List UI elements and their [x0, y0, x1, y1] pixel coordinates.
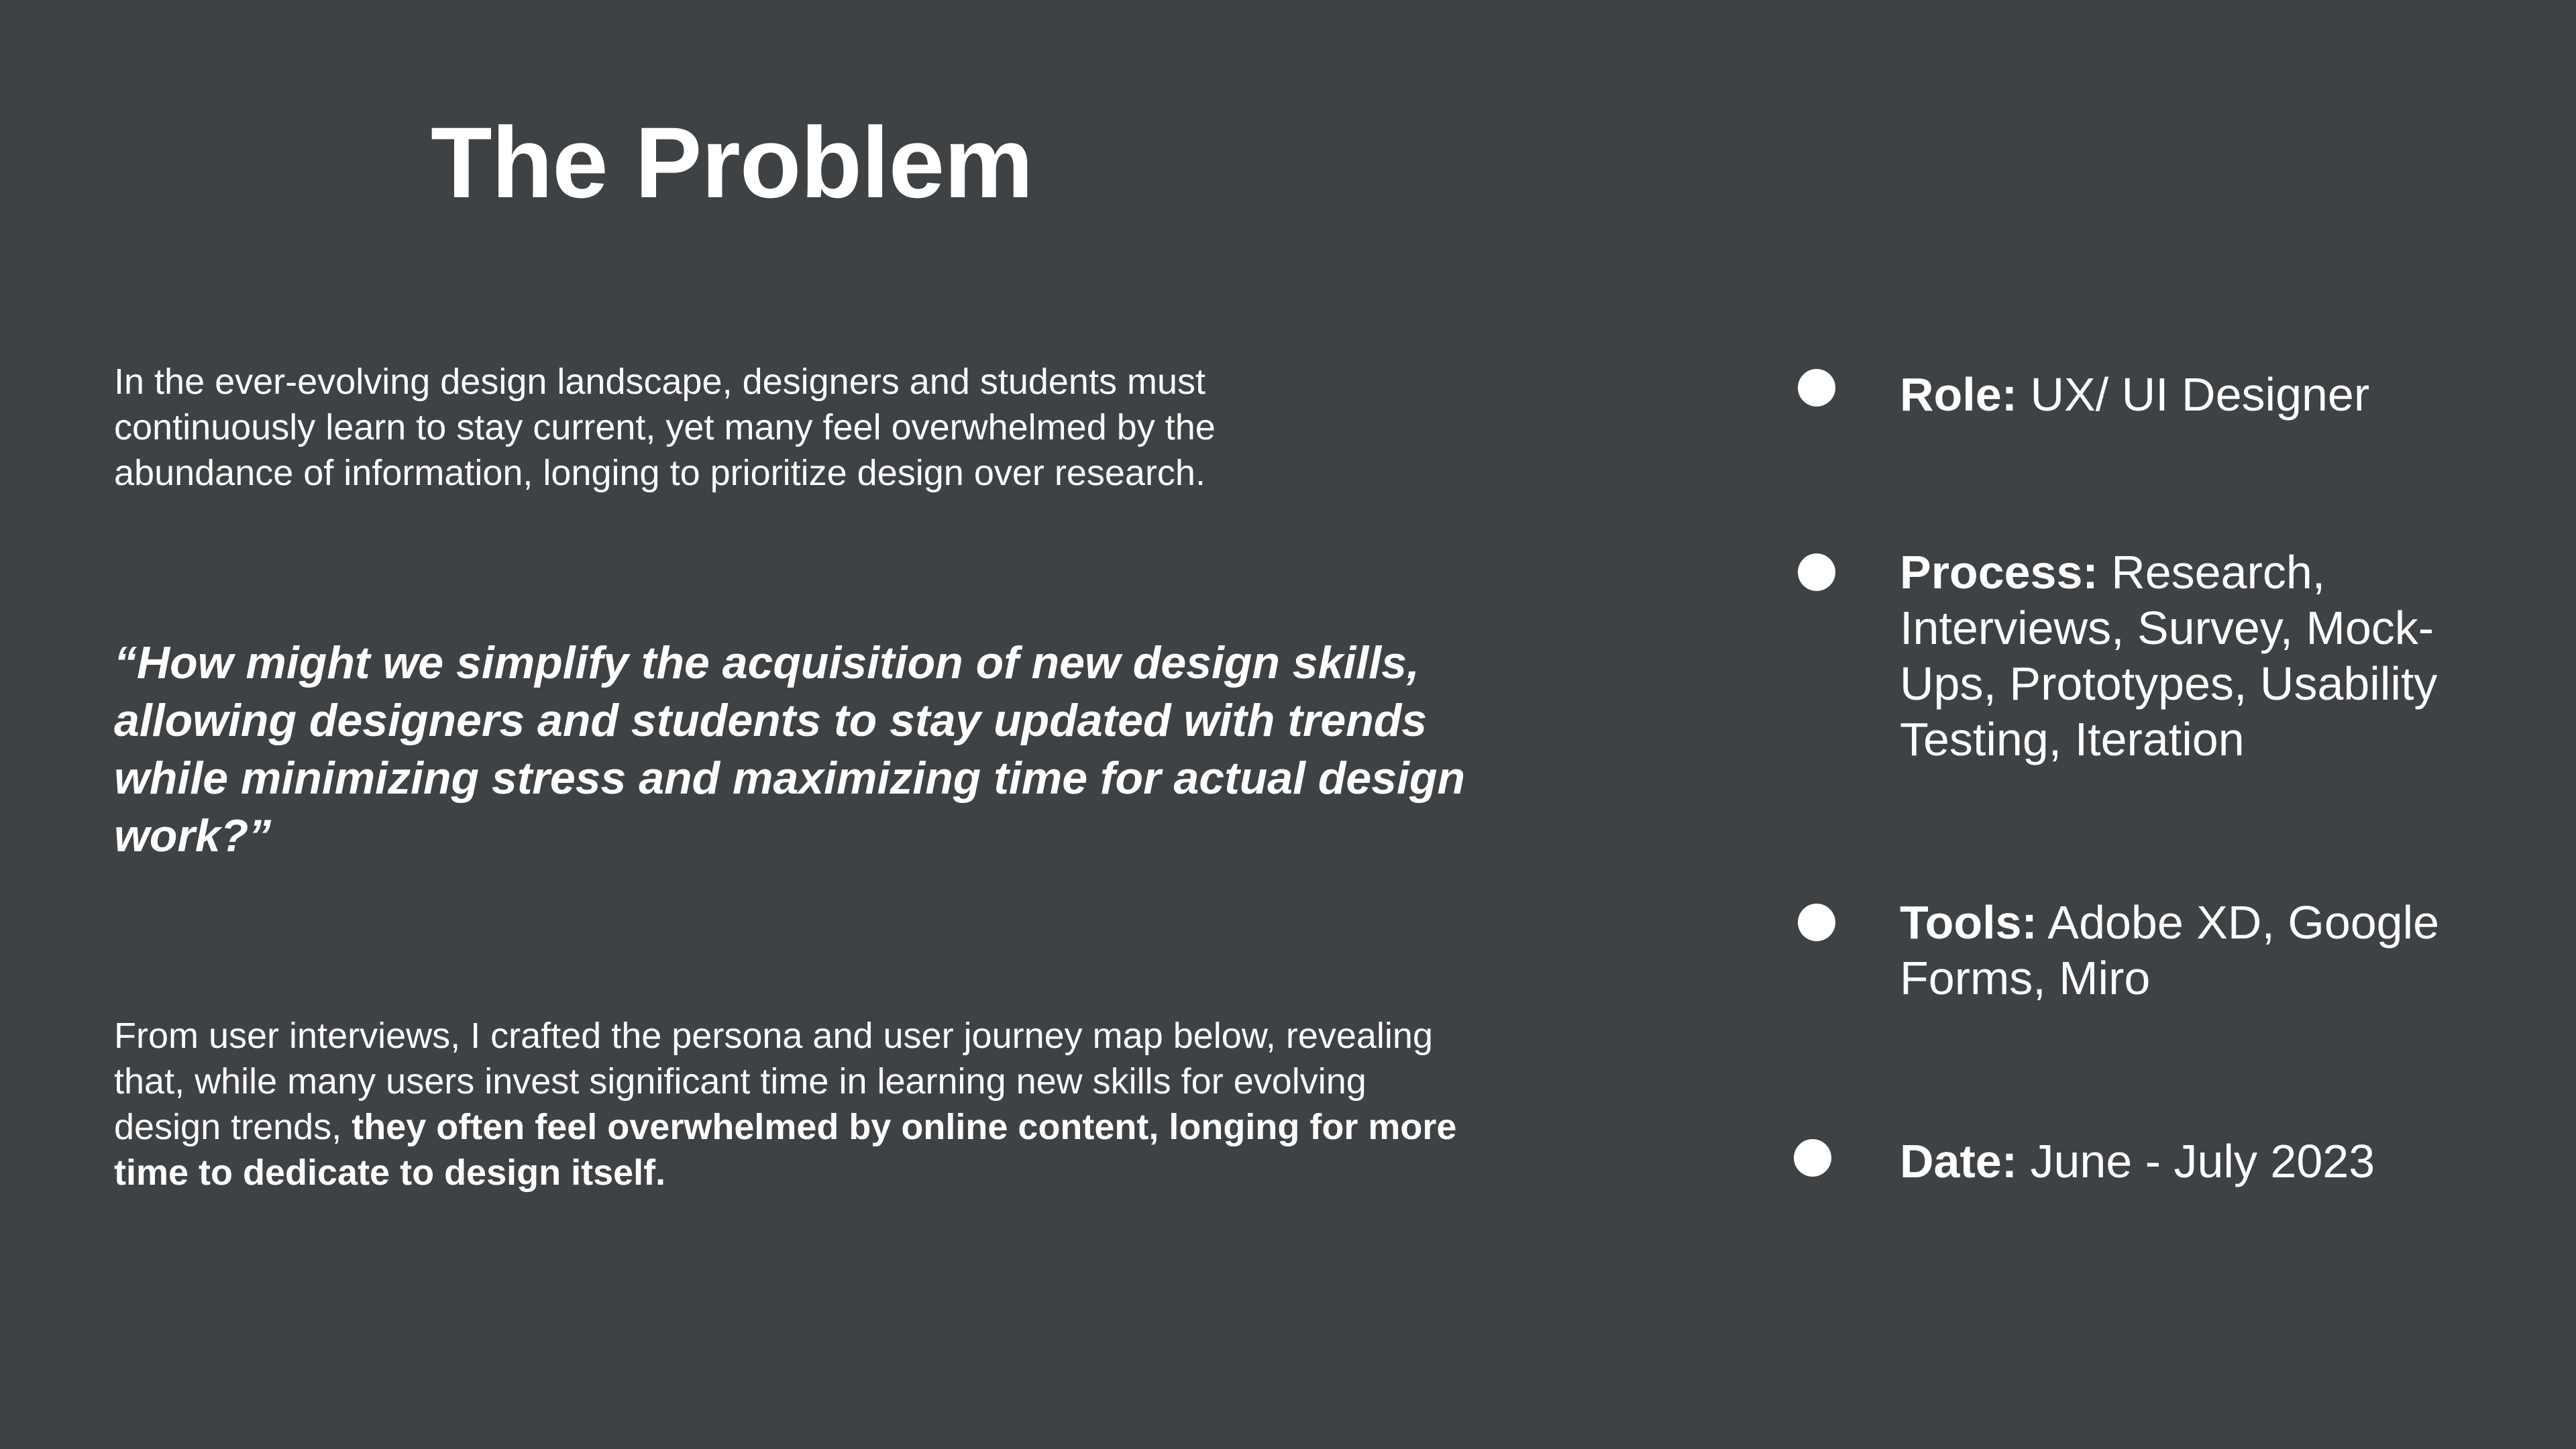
- meta-key: Tools:: [1900, 896, 2037, 949]
- meta-text: [1900, 895, 2530, 1006]
- meta-key: Role:: [1900, 368, 2017, 421]
- bullet-icon: [1794, 1139, 1831, 1177]
- meta-text: [1900, 545, 2530, 767]
- meta-key: Date:: [1900, 1135, 2018, 1187]
- how-might-we-quote: “How might we simplify the acquisition of new design skills, allowing designers and students to stay updated with trends while minimizing stress and maximizing time for actual design work?”: [114, 637, 1466, 861]
- meta-value: UX/ UI Designer: [2030, 368, 2370, 421]
- page-title: The Problem: [431, 106, 1033, 219]
- meta-text: [1900, 367, 2530, 423]
- meta-text: [1900, 1134, 2530, 1189]
- bullet-icon: [1798, 904, 1835, 941]
- meta-value: Adobe XD, Google Forms, Miro: [1900, 896, 2440, 1004]
- findings-paragraph: [114, 1013, 1469, 1195]
- findings-emphasis: they often feel overwhelmed by online content, longing for more time to dedicate to design itself.: [114, 1107, 1457, 1193]
- bullet-icon: [1798, 369, 1835, 407]
- meta-key: Process:: [1900, 546, 2098, 598]
- bullet-icon: [1798, 553, 1835, 591]
- meta-value: June - July 2023: [2030, 1135, 2375, 1187]
- project-meta-list: [1798, 0, 2576, 1449]
- meta-value: Research, Interviews, Survey, Mock-Ups, Prototypes, Usability Testing, Iteration: [1900, 546, 2438, 765]
- findings-text: From user interviews, I crafted the persona and user journey map below, revealing that, while many users invest significant time in learning new skills for evolving design trends,: [114, 1016, 1433, 1147]
- problem-intro-paragraph: In the ever-evolving design landscape, designers and students must continuously learn to stay current, yet many feel overwhelmed by the abundance of information, longing to prioritize design over research.: [114, 362, 1216, 493]
